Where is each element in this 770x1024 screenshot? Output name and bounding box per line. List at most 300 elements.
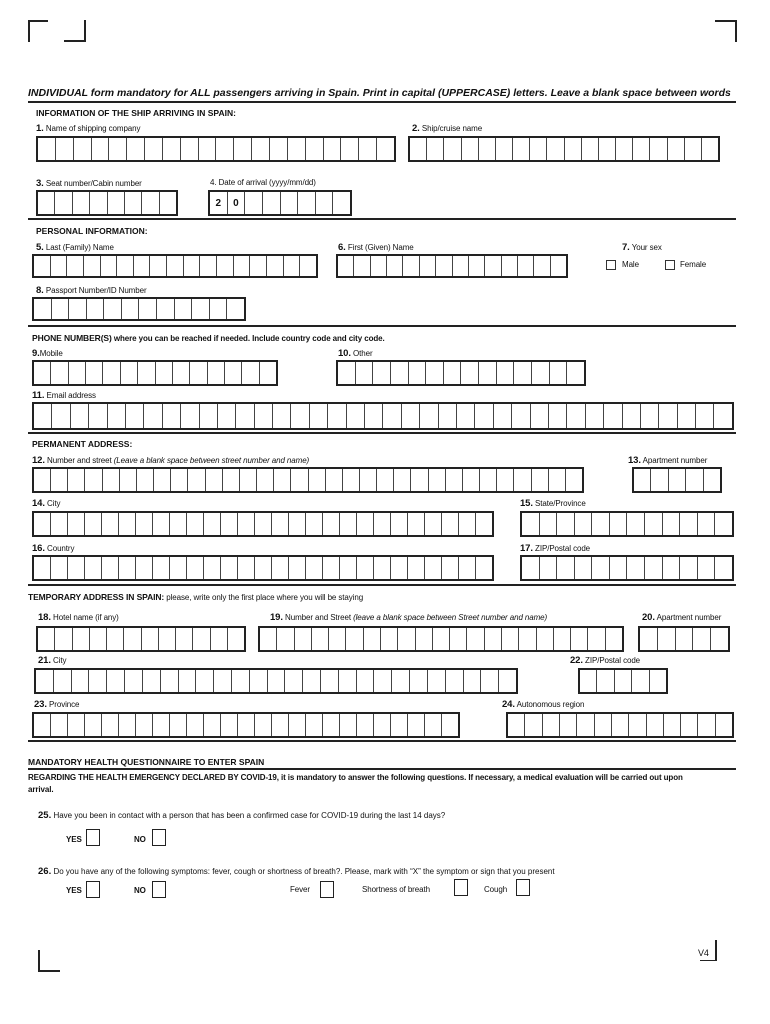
- char-cell[interactable]: [213, 670, 231, 692]
- country-input[interactable]: [32, 555, 494, 581]
- char-cell[interactable]: [180, 404, 198, 428]
- char-cell[interactable]: [539, 557, 557, 579]
- char-cell[interactable]: [679, 557, 697, 579]
- char-cell[interactable]: [323, 138, 341, 160]
- char-cell[interactable]: [237, 513, 254, 535]
- char-cell[interactable]: [222, 469, 239, 491]
- char-cell[interactable]: [353, 256, 369, 276]
- char-cell[interactable]: [441, 557, 458, 579]
- char-cell[interactable]: [692, 628, 710, 650]
- char-cell[interactable]: [542, 714, 559, 736]
- char-cell[interactable]: [615, 138, 632, 160]
- char-cell[interactable]: [663, 714, 680, 736]
- char-cell[interactable]: [51, 404, 69, 428]
- char-cell[interactable]: [72, 192, 89, 214]
- char-cell[interactable]: [644, 513, 662, 535]
- char-cell[interactable]: [390, 362, 408, 384]
- char-cell[interactable]: [34, 299, 51, 319]
- char-cell[interactable]: [581, 138, 598, 160]
- char-cell[interactable]: [407, 714, 424, 736]
- char-cell[interactable]: [241, 362, 258, 384]
- char-cell[interactable]: [101, 557, 118, 579]
- char-cell[interactable]: [50, 256, 67, 276]
- char-cell[interactable]: [186, 557, 203, 579]
- char-cell[interactable]: [449, 628, 466, 650]
- char-cell[interactable]: [38, 192, 54, 214]
- char-cell[interactable]: [339, 513, 356, 535]
- char-cell[interactable]: [463, 670, 481, 692]
- char-cell[interactable]: [409, 670, 427, 692]
- char-cell[interactable]: [478, 362, 496, 384]
- char-cell[interactable]: [172, 362, 189, 384]
- char-cell[interactable]: [153, 469, 170, 491]
- char-cell[interactable]: [556, 557, 574, 579]
- ship-name-input[interactable]: [408, 136, 720, 162]
- apartment-input[interactable]: [632, 467, 722, 493]
- char-cell[interactable]: [443, 362, 461, 384]
- char-cell[interactable]: [410, 138, 426, 160]
- char-cell[interactable]: [533, 256, 549, 276]
- char-cell[interactable]: [100, 256, 117, 276]
- char-cell[interactable]: [305, 557, 322, 579]
- char-cell[interactable]: [106, 628, 123, 650]
- char-cell[interactable]: [294, 628, 311, 650]
- char-cell[interactable]: [484, 628, 501, 650]
- char-cell[interactable]: [559, 714, 576, 736]
- char-cell[interactable]: [305, 513, 322, 535]
- char-cell[interactable]: [356, 557, 373, 579]
- char-cell[interactable]: [187, 469, 204, 491]
- char-cell[interactable]: [158, 628, 175, 650]
- char-cell[interactable]: [356, 714, 373, 736]
- char-cell[interactable]: [287, 138, 305, 160]
- char-cell[interactable]: [496, 362, 514, 384]
- char-cell[interactable]: [309, 404, 327, 428]
- char-cell[interactable]: [239, 469, 256, 491]
- char-cell[interactable]: [34, 557, 50, 579]
- char-cell[interactable]: [546, 138, 563, 160]
- char-cell[interactable]: [419, 404, 437, 428]
- char-cell[interactable]: [325, 469, 342, 491]
- char-cell[interactable]: [536, 628, 553, 650]
- char-cell[interactable]: [697, 714, 714, 736]
- char-cell[interactable]: [180, 138, 198, 160]
- arrival-date-input[interactable]: [208, 190, 352, 216]
- char-cell[interactable]: [191, 299, 209, 319]
- char-cell[interactable]: [441, 513, 458, 535]
- char-cell[interactable]: [67, 557, 84, 579]
- char-cell[interactable]: [237, 557, 254, 579]
- char-cell[interactable]: [53, 670, 71, 692]
- char-cell[interactable]: [338, 256, 353, 276]
- char-cell[interactable]: [407, 557, 424, 579]
- char-cell[interactable]: [54, 628, 71, 650]
- char-cell[interactable]: [138, 299, 156, 319]
- char-cell[interactable]: [34, 404, 51, 428]
- province-input[interactable]: [32, 712, 460, 738]
- char-cell[interactable]: [513, 362, 531, 384]
- char-cell[interactable]: [123, 628, 140, 650]
- char-cell[interactable]: [338, 362, 355, 384]
- char-cell[interactable]: [570, 628, 587, 650]
- street-input[interactable]: [32, 467, 584, 493]
- char-cell[interactable]: [125, 404, 143, 428]
- char-cell[interactable]: [649, 670, 666, 692]
- char-cell[interactable]: [650, 469, 667, 491]
- char-cell[interactable]: [271, 513, 288, 535]
- char-cell[interactable]: [539, 513, 557, 535]
- char-cell[interactable]: [468, 256, 484, 276]
- char-cell[interactable]: [566, 362, 584, 384]
- char-cell[interactable]: [220, 557, 237, 579]
- char-cell[interactable]: [355, 362, 373, 384]
- char-cell[interactable]: [102, 469, 119, 491]
- char-cell[interactable]: [72, 628, 89, 650]
- char-cell[interactable]: [714, 513, 732, 535]
- char-cell[interactable]: [320, 670, 338, 692]
- char-cell[interactable]: [626, 557, 644, 579]
- char-cell[interactable]: [631, 670, 648, 692]
- char-cell[interactable]: [456, 404, 474, 428]
- char-cell[interactable]: [424, 557, 441, 579]
- char-cell[interactable]: [38, 138, 55, 160]
- last-name-input[interactable]: [32, 254, 318, 278]
- char-cell[interactable]: [609, 557, 627, 579]
- char-cell[interactable]: [714, 557, 732, 579]
- char-cell[interactable]: [162, 404, 180, 428]
- q26-yes-checkbox[interactable]: [86, 881, 100, 898]
- char-cell[interactable]: [462, 469, 479, 491]
- char-cell[interactable]: [106, 670, 124, 692]
- char-cell[interactable]: [479, 469, 496, 491]
- char-cell[interactable]: [498, 670, 516, 692]
- passport-input[interactable]: [32, 297, 246, 321]
- char-cell[interactable]: [550, 256, 566, 276]
- char-cell[interactable]: [269, 138, 287, 160]
- char-cell[interactable]: [474, 404, 492, 428]
- char-cell[interactable]: [144, 138, 162, 160]
- char-cell[interactable]: [501, 256, 517, 276]
- char-cell[interactable]: [66, 256, 83, 276]
- char-cell[interactable]: [209, 299, 227, 319]
- char-cell[interactable]: [410, 469, 427, 491]
- char-cell[interactable]: [34, 469, 50, 491]
- char-cell[interactable]: [84, 469, 101, 491]
- char-cell[interactable]: [640, 628, 657, 650]
- char-cell[interactable]: [302, 670, 320, 692]
- char-cell[interactable]: [435, 256, 451, 276]
- char-cell[interactable]: [305, 714, 322, 736]
- char-cell[interactable]: [512, 138, 529, 160]
- char-cell[interactable]: [215, 138, 233, 160]
- char-cell[interactable]: [88, 404, 106, 428]
- char-cell[interactable]: [233, 256, 250, 276]
- char-cell[interactable]: [186, 513, 203, 535]
- char-cell[interactable]: [419, 256, 435, 276]
- char-cell[interactable]: [233, 138, 251, 160]
- char-cell[interactable]: [340, 138, 358, 160]
- char-cell[interactable]: [121, 299, 139, 319]
- char-cell[interactable]: [622, 404, 640, 428]
- char-cell[interactable]: [251, 138, 269, 160]
- char-cell[interactable]: [697, 557, 715, 579]
- char-cell[interactable]: [156, 299, 174, 319]
- char-cell[interactable]: [152, 513, 169, 535]
- char-cell[interactable]: [38, 628, 54, 650]
- char-cell[interactable]: [143, 404, 161, 428]
- char-cell[interactable]: [626, 513, 644, 535]
- char-cell[interactable]: [518, 628, 535, 650]
- char-cell[interactable]: [186, 714, 203, 736]
- char-cell[interactable]: [376, 469, 393, 491]
- char-cell[interactable]: [432, 628, 449, 650]
- char-cell[interactable]: [135, 714, 152, 736]
- temp-apartment-input[interactable]: [638, 626, 730, 652]
- char-cell[interactable]: [249, 670, 267, 692]
- char-cell[interactable]: [373, 513, 390, 535]
- first-name-input[interactable]: [336, 254, 568, 278]
- char-cell[interactable]: [67, 513, 84, 535]
- char-cell[interactable]: [217, 404, 235, 428]
- char-cell[interactable]: [327, 404, 345, 428]
- char-cell[interactable]: [216, 256, 233, 276]
- char-cell[interactable]: [548, 469, 565, 491]
- char-cell[interactable]: [390, 557, 407, 579]
- char-cell[interactable]: [119, 469, 136, 491]
- char-cell[interactable]: [254, 513, 271, 535]
- state-input[interactable]: [520, 511, 734, 537]
- char-cell[interactable]: [466, 628, 483, 650]
- char-cell[interactable]: [382, 404, 400, 428]
- char-cell[interactable]: [703, 469, 720, 491]
- char-cell[interactable]: [34, 256, 50, 276]
- char-cell[interactable]: [152, 714, 169, 736]
- char-cell[interactable]: [531, 469, 548, 491]
- char-cell[interactable]: [564, 138, 581, 160]
- q25-no-checkbox[interactable]: [152, 829, 166, 846]
- char-cell[interactable]: [603, 404, 621, 428]
- char-cell[interactable]: [284, 670, 302, 692]
- other-phone-input[interactable]: [336, 360, 586, 386]
- char-cell[interactable]: [68, 362, 85, 384]
- char-cell[interactable]: [574, 557, 592, 579]
- char-cell[interactable]: [126, 138, 144, 160]
- char-cell[interactable]: [339, 714, 356, 736]
- char-cell[interactable]: [226, 299, 244, 319]
- char-cell[interactable]: [587, 628, 604, 650]
- char-cell[interactable]: [668, 469, 685, 491]
- char-cell[interactable]: [169, 557, 186, 579]
- char-cell[interactable]: [427, 670, 445, 692]
- q25-yes-checkbox[interactable]: [86, 829, 100, 846]
- char-cell[interactable]: [501, 628, 518, 650]
- char-cell[interactable]: [288, 557, 305, 579]
- char-cell[interactable]: [548, 404, 566, 428]
- char-cell[interactable]: [259, 362, 276, 384]
- char-cell[interactable]: [283, 256, 300, 276]
- zip-input[interactable]: [520, 555, 734, 581]
- char-cell[interactable]: [390, 513, 407, 535]
- char-cell[interactable]: [68, 299, 86, 319]
- char-cell[interactable]: [142, 670, 160, 692]
- char-cell[interactable]: [346, 404, 364, 428]
- char-cell[interactable]: [646, 714, 663, 736]
- char-cell[interactable]: [342, 469, 359, 491]
- char-cell[interactable]: [594, 714, 611, 736]
- char-cell[interactable]: [290, 404, 308, 428]
- char-cell[interactable]: [224, 362, 241, 384]
- char-cell[interactable]: [445, 670, 463, 692]
- char-cell[interactable]: [120, 362, 137, 384]
- char-cell[interactable]: [426, 138, 443, 160]
- char-cell[interactable]: [591, 557, 609, 579]
- char-cell[interactable]: [50, 362, 67, 384]
- char-cell[interactable]: [54, 192, 71, 214]
- char-cell[interactable]: [407, 513, 424, 535]
- char-cell[interactable]: [364, 404, 382, 428]
- char-cell[interactable]: [373, 557, 390, 579]
- breath-checkbox[interactable]: [454, 879, 468, 896]
- char-cell[interactable]: [657, 628, 675, 650]
- char-cell[interactable]: [118, 714, 135, 736]
- char-cell[interactable]: [273, 469, 290, 491]
- char-cell[interactable]: [70, 404, 88, 428]
- char-cell[interactable]: [441, 714, 458, 736]
- char-cell[interactable]: [107, 404, 125, 428]
- char-cell[interactable]: [136, 469, 153, 491]
- char-cell[interactable]: [402, 256, 418, 276]
- fever-checkbox[interactable]: [320, 881, 334, 898]
- char-cell[interactable]: [84, 557, 101, 579]
- char-cell[interactable]: [254, 404, 272, 428]
- char-cell[interactable]: [178, 670, 196, 692]
- char-cell[interactable]: [192, 628, 209, 650]
- char-cell[interactable]: [452, 256, 468, 276]
- female-checkbox[interactable]: [665, 260, 675, 270]
- char-cell[interactable]: [249, 256, 266, 276]
- char-cell[interactable]: [205, 469, 222, 491]
- char-cell[interactable]: [370, 256, 386, 276]
- char-cell[interactable]: [408, 362, 426, 384]
- char-cell[interactable]: [84, 513, 101, 535]
- char-cell[interactable]: [256, 469, 273, 491]
- char-cell[interactable]: [137, 362, 154, 384]
- char-cell[interactable]: [288, 513, 305, 535]
- char-cell[interactable]: [135, 557, 152, 579]
- char-cell[interactable]: [359, 469, 376, 491]
- char-cell[interactable]: [67, 714, 84, 736]
- char-cell[interactable]: [424, 714, 441, 736]
- char-cell[interactable]: [513, 469, 530, 491]
- char-cell[interactable]: [91, 138, 109, 160]
- char-cell[interactable]: [386, 256, 402, 276]
- char-cell[interactable]: [373, 670, 391, 692]
- char-cell[interactable]: [628, 714, 645, 736]
- shipping-company-input[interactable]: [36, 136, 396, 162]
- char-cell[interactable]: [288, 714, 305, 736]
- char-cell[interactable]: [199, 256, 216, 276]
- email-input[interactable]: [32, 402, 734, 430]
- char-cell[interactable]: [305, 138, 323, 160]
- char-cell[interactable]: [124, 192, 141, 214]
- temp-zip-input[interactable]: [578, 668, 668, 694]
- char-cell[interactable]: [662, 557, 680, 579]
- char-cell[interactable]: [549, 362, 567, 384]
- char-cell[interactable]: [710, 628, 728, 650]
- char-cell[interactable]: [658, 404, 676, 428]
- char-cell[interactable]: [86, 299, 104, 319]
- char-cell[interactable]: [227, 628, 244, 650]
- char-cell[interactable]: [596, 670, 613, 692]
- char-cell[interactable]: [356, 670, 374, 692]
- q26-no-checkbox[interactable]: [152, 881, 166, 898]
- char-cell[interactable]: [272, 404, 290, 428]
- char-cell[interactable]: [677, 404, 695, 428]
- char-cell[interactable]: [339, 557, 356, 579]
- char-cell[interactable]: [649, 138, 666, 160]
- char-cell[interactable]: [203, 513, 220, 535]
- char-cell[interactable]: [118, 557, 135, 579]
- char-cell[interactable]: [428, 469, 445, 491]
- char-cell[interactable]: [585, 404, 603, 428]
- char-cell[interactable]: [141, 628, 158, 650]
- char-cell[interactable]: [210, 628, 227, 650]
- char-cell[interactable]: [390, 714, 407, 736]
- char-cell[interactable]: [260, 628, 276, 650]
- char-cell[interactable]: [511, 404, 529, 428]
- char-cell[interactable]: [461, 138, 478, 160]
- char-cell[interactable]: [169, 513, 186, 535]
- char-cell[interactable]: [189, 362, 206, 384]
- char-cell[interactable]: [73, 138, 91, 160]
- char-cell[interactable]: [495, 138, 512, 160]
- char-cell[interactable]: [632, 138, 649, 160]
- char-cell[interactable]: [267, 670, 285, 692]
- cabin-number-input[interactable]: [36, 190, 178, 216]
- char-cell[interactable]: [356, 513, 373, 535]
- char-cell[interactable]: [376, 138, 394, 160]
- char-cell[interactable]: [71, 670, 89, 692]
- char-cell[interactable]: [358, 138, 376, 160]
- char-cell[interactable]: [438, 404, 456, 428]
- char-cell[interactable]: [644, 557, 662, 579]
- char-cell[interactable]: [345, 628, 362, 650]
- char-cell[interactable]: [231, 670, 249, 692]
- char-cell[interactable]: [85, 362, 102, 384]
- char-cell[interactable]: [611, 714, 628, 736]
- char-cell[interactable]: [524, 714, 541, 736]
- char-cell[interactable]: [322, 513, 339, 535]
- char-cell[interactable]: [508, 714, 524, 736]
- char-cell[interactable]: [271, 714, 288, 736]
- char-cell[interactable]: [685, 469, 702, 491]
- char-cell[interactable]: [34, 714, 50, 736]
- char-cell[interactable]: [697, 513, 715, 535]
- char-cell[interactable]: [580, 670, 596, 692]
- char-cell[interactable]: [169, 714, 186, 736]
- char-cell[interactable]: [322, 557, 339, 579]
- char-cell[interactable]: [529, 138, 546, 160]
- char-cell[interactable]: [328, 628, 345, 650]
- char-cell[interactable]: [170, 469, 187, 491]
- char-cell[interactable]: [103, 299, 121, 319]
- char-cell[interactable]: [254, 714, 271, 736]
- char-cell[interactable]: [290, 469, 307, 491]
- char-cell[interactable]: [480, 670, 498, 692]
- autonomous-region-input[interactable]: [506, 712, 734, 738]
- char-cell[interactable]: [713, 404, 731, 428]
- char-cell[interactable]: [675, 628, 693, 650]
